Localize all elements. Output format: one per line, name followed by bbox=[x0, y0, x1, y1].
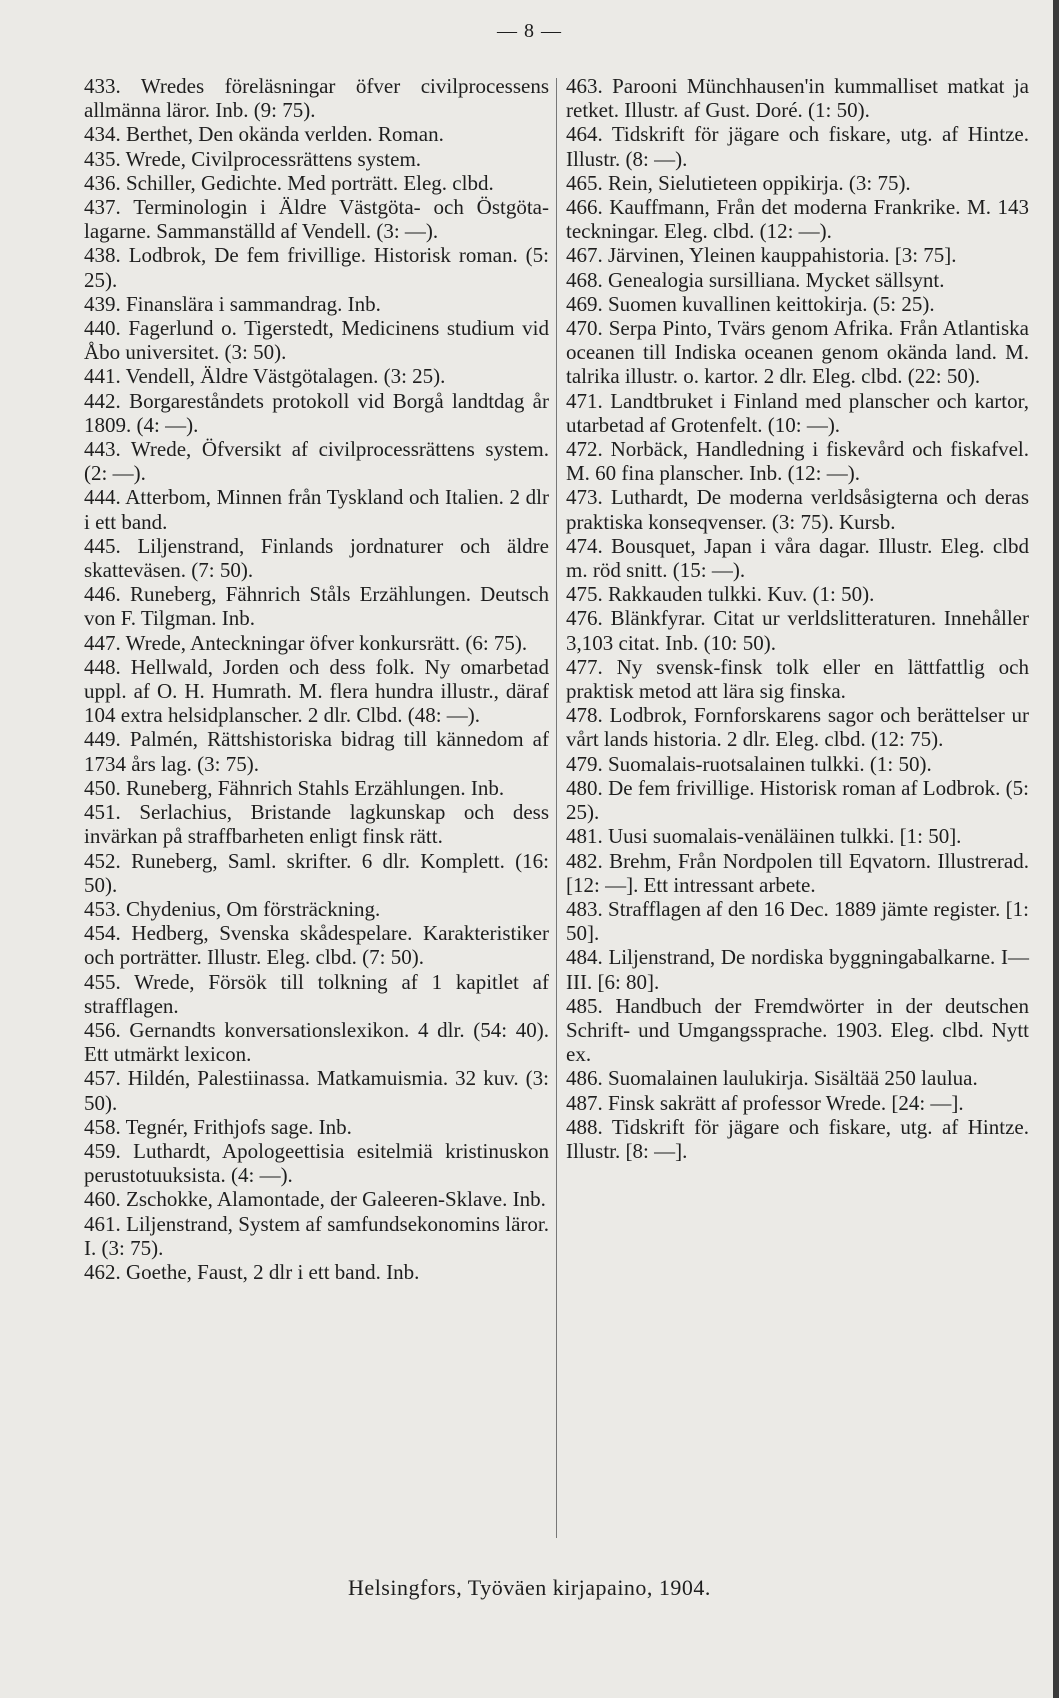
catalog-entry-text: 457. Hildén, Palestiinassa. Matkamuismia. 32 kuv. (3: 50). bbox=[84, 1066, 549, 1115]
catalog-entry bbox=[566, 752, 1029, 776]
catalog-entry-text: 473. Luthardt, De moderna verldsåsigterna och deras praktiska konseqvenser. (3: 75). Kursb. bbox=[566, 485, 1029, 534]
catalog-entry bbox=[84, 1115, 549, 1139]
catalog-entry bbox=[566, 171, 1029, 195]
catalog-entry-text: 442. Borgareståndets protokoll vid Borgå landtdag år 1809. (4: —). bbox=[84, 388, 549, 437]
catalog-entry bbox=[84, 849, 549, 897]
catalog-entry-text: 487. Finsk sakrätt af professor Wrede. [24: —]. bbox=[566, 1090, 964, 1115]
catalog-entry bbox=[566, 776, 1029, 824]
catalog-entry bbox=[84, 534, 549, 582]
catalog-entry bbox=[84, 1187, 549, 1211]
catalog-entry bbox=[84, 74, 549, 122]
catalog-entry bbox=[84, 316, 549, 364]
catalog-entry bbox=[84, 776, 549, 800]
printer-imprint: Helsingfors, Työväen kirjapaino, 1904. bbox=[348, 1575, 711, 1600]
catalog-entry-text: 477. Ny svensk-finsk tolk eller en lättfattlig och praktisk metod att lära sig finska. bbox=[566, 654, 1029, 704]
catalog-entry-text: 443. Wrede, Öfversikt af civilprocessrättens system. (2: —). bbox=[84, 437, 549, 486]
catalog-entry bbox=[84, 1066, 549, 1114]
catalog-entry-text: 434. Berthet, Den okända verlden. Roman. bbox=[84, 122, 444, 147]
catalog-entry-text: 435. Wrede, Civilprocessrättens system. bbox=[84, 146, 422, 171]
catalog-entry-text: 483. Strafflagen af den 16 Dec. 1889 jämte register. [1: 50]. bbox=[566, 896, 1029, 946]
catalog-entry bbox=[84, 1139, 549, 1187]
catalog-entry-text: 486. Suomalainen laulukirja. Sisältää 250 laulua. bbox=[566, 1066, 978, 1091]
catalog-entry bbox=[566, 1066, 1029, 1090]
catalog-entry bbox=[84, 970, 549, 1018]
catalog-entry bbox=[566, 122, 1029, 170]
catalog-entry-text: 479. Suomalais-ruotsalainen tulkki. (1: 50). bbox=[566, 751, 932, 776]
catalog-entry bbox=[566, 74, 1029, 122]
page-edge-shadow bbox=[1053, 0, 1059, 1698]
catalog-entry-text: 476. Blänkfyrar. Citat ur verldslitteraturen. Innehåller 3,103 citat. Inb. (10: 50). bbox=[566, 606, 1029, 655]
catalog-entry-text: 481. Uusi suomalais-venäläinen tulkki. [1: 50]. bbox=[566, 824, 962, 849]
catalog-entry-text: 445. Liljenstrand, Finlands jordnaturer och äldre skatteväsen. (7: 50). bbox=[84, 533, 549, 583]
catalog-entry-text: 458. Tegnér, Frithjofs sage. Inb. bbox=[84, 1114, 352, 1139]
catalog-entry bbox=[566, 897, 1029, 945]
catalog-entry-text: 480. De fem frivillige. Historisk roman af Lodbrok. (5: 25). bbox=[566, 775, 1029, 825]
catalog-entry-text: 484. Liljenstrand, De nordiska byggningabalkarne. I—III. [6: 80]. bbox=[566, 945, 1029, 994]
catalog-entry bbox=[84, 147, 549, 171]
catalog-entry bbox=[566, 268, 1029, 292]
catalog-entry-text: 446. Runeberg, Fähnrich Ståls Erzählungen. Deutsch von F. Tilgman. Inb. bbox=[84, 582, 549, 631]
catalog-entry bbox=[566, 437, 1029, 485]
catalog-entry-text: 463. Parooni Münchhausen'in kummalliset matkat ja retket. Illustr. af Gust. Doré. (1: 50). bbox=[566, 74, 1029, 123]
catalog-entry-text: 478. Lodbrok, Fornforskarens sagor och berättelser ur vårt lands historia. 2 dlr. Eleg. clbd. (12: 75). bbox=[566, 703, 1029, 752]
catalog-entry bbox=[566, 485, 1029, 533]
catalog-entry bbox=[566, 195, 1029, 243]
catalog-entry-text: 471. Landtbruket i Finland med planscher och kartor, utarbetad af Grotenfelt. (10: —). bbox=[566, 388, 1029, 437]
catalog-entry bbox=[566, 703, 1029, 751]
catalog-entry-text: 450. Runeberg, Fähnrich Stahls Erzählungen. Inb. bbox=[84, 775, 505, 800]
catalog-entry bbox=[84, 1260, 549, 1284]
catalog-entry bbox=[84, 921, 549, 969]
catalog-entry-text: 470. Serpa Pinto, Tvärs genom Afrika. Från Atlantiska oceanen till Indiska oceanen genom okända land. M. talrika illustr. o. kartor. 2 dlr. Eleg. clbd. (22: 50). bbox=[566, 316, 1029, 389]
catalog-entry bbox=[566, 316, 1029, 389]
catalog-entry-text: 449. Palmén, Rättshistoriska bidrag till kännedom af 1734 års lag. (3: 75). bbox=[84, 727, 549, 776]
catalog-entry-text: 454. Hedberg, Svenska skådespelare. Karakteristiker och porträtter. Illustr. Eleg. clbd. (7: 50). bbox=[84, 921, 549, 970]
column-divider bbox=[556, 78, 557, 1538]
catalog-entry-text: 452. Runeberg, Saml. skrifter. 6 dlr. Komplett. (16: 50). bbox=[84, 848, 549, 897]
catalog-entry bbox=[566, 1115, 1029, 1163]
catalog-entry bbox=[84, 389, 549, 437]
catalog-entry bbox=[84, 364, 549, 388]
catalog-entry bbox=[84, 437, 549, 485]
catalog-entry bbox=[84, 122, 549, 146]
catalog-entry-text: 462. Goethe, Faust, 2 dlr i ett band. Inb. bbox=[84, 1259, 420, 1284]
catalog-entry-text: 447. Wrede, Anteckningar öfver konkursrätt. (6: 75). bbox=[84, 630, 528, 655]
catalog-entry bbox=[566, 849, 1029, 897]
catalog-entry-text: 472. Norbäck, Handledning i fiskevård och fiskafvel. M. 60 fina planscher. Inb. (12: —). bbox=[566, 437, 1029, 486]
right-column bbox=[566, 74, 1029, 1163]
catalog-entry bbox=[566, 582, 1029, 606]
catalog-entry bbox=[566, 1091, 1029, 1115]
catalog-entry bbox=[566, 534, 1029, 582]
catalog-entry-text: 465. Rein, Sielutieteen oppikirja. (3: 75). bbox=[566, 170, 911, 195]
catalog-entry bbox=[84, 727, 549, 775]
catalog-entry bbox=[84, 485, 549, 533]
catalog-entry bbox=[566, 655, 1029, 703]
catalog-entry bbox=[84, 631, 549, 655]
catalog-entry-text: 455. Wrede, Försök till tolkning af 1 kapitlet af strafflagen. bbox=[84, 969, 549, 1018]
left-column bbox=[84, 74, 549, 1284]
catalog-entry bbox=[566, 824, 1029, 848]
catalog-entry-text: 475. Rakkauden tulkki. Kuv. (1: 50). bbox=[566, 582, 875, 607]
catalog-entry-text: 440. Fagerlund o. Tigerstedt, Medicinens studium vid Åbo universitet. (3: 50). bbox=[84, 316, 549, 365]
catalog-entry-text: 474. Bousquet, Japan i våra dagar. Illustr. Eleg. clbd m. röd snitt. (15: —). bbox=[566, 533, 1029, 583]
catalog-entry-text: 437. Terminologin i Äldre Västgöta- och Östgöta-lagarne. Sammanställd af Vendell. (3: —). bbox=[84, 195, 549, 244]
catalog-entry-text: 466. Kauffmann, Från det moderna Frankrike. M. 143 teckningar. Eleg. clbd. (12: —). bbox=[566, 195, 1029, 244]
catalog-entry-text: 467. Järvinen, Yleinen kauppahistoria. [3: 75]. bbox=[566, 243, 957, 268]
catalog-entry bbox=[84, 243, 549, 291]
catalog-entry bbox=[566, 292, 1029, 316]
catalog-entry bbox=[84, 582, 549, 630]
page-number: — 8 — bbox=[497, 20, 562, 42]
catalog-entry bbox=[84, 655, 549, 728]
catalog-entry bbox=[84, 800, 549, 848]
catalog-entry-text: 439. Finanslära i sammandrag. Inb. bbox=[84, 291, 381, 316]
catalog-entry bbox=[566, 945, 1029, 993]
catalog-entry-text: 438. Lodbrok, De fem frivillige. Historisk roman. (5: 25). bbox=[84, 243, 549, 292]
catalog-entry bbox=[84, 195, 549, 243]
catalog-entry-text: 464. Tidskrift för jägare och fiskare, utg. af Hintze. Illustr. (8: —). bbox=[566, 122, 1029, 171]
catalog-entry bbox=[84, 1018, 549, 1066]
catalog-entry bbox=[84, 171, 549, 195]
catalog-entry bbox=[84, 292, 549, 316]
catalog-entry bbox=[566, 389, 1029, 437]
catalog-entry-text: 469. Suomen kuvallinen keittokirja. (5: 25). bbox=[566, 291, 935, 316]
catalog-entry-text: 468. Genealogia sursilliana. Mycket sällsynt. bbox=[566, 267, 945, 292]
catalog-entry-text: 451. Serlachius, Bristande lagkunskap och dess invärkan på straffbarheten enligt finsk rätt. bbox=[84, 800, 549, 849]
catalog-entry bbox=[566, 243, 1029, 267]
catalog-entry-text: 461. Liljenstrand, System af samfundsekonomins läror. I. (3: 75). bbox=[84, 1211, 549, 1260]
catalog-entry-text: 433. Wredes föreläsningar öfver civilprocessens allmänna läror. Inb. (9: 75). bbox=[84, 74, 549, 123]
catalog-entry-text: 456. Gernandts konversationslexikon. 4 dlr. (54: 40). Ett utmärkt lexicon. bbox=[84, 1017, 549, 1067]
catalog-entry-text: 485. Handbuch der Fremdwörter in der deutschen Schrift- und Umgangssprache. 1903. Eleg. clbd. Nytt ex. bbox=[566, 993, 1029, 1067]
catalog-entry-text: 459. Luthardt, Apologeettisia esitelmiä kristinuskon perustotuuksista. (4: —). bbox=[84, 1138, 549, 1188]
catalog-entry-text: 460. Zschokke, Alamontade, der Galeeren-Sklave. Inb. bbox=[84, 1187, 546, 1212]
catalog-entry-text: 448. Hellwald, Jorden och dess folk. Ny omarbetad uppl. af O. H. Humrath. M. flera hundra illustr., däraf 104 extra helsidplanscher. 2 dlr. Clbd. (48: —). bbox=[84, 654, 549, 728]
catalog-entry-text: 482. Brehm, Från Nordpolen till Eqvatorn. Illustrerad. [12: —]. Ett intressant arbete. bbox=[566, 848, 1029, 897]
catalog-entry-text: 488. Tidskrift för jägare och fiskare, utg. af Hintze. Illustr. [8: —]. bbox=[566, 1114, 1029, 1163]
catalog-entry-text: 436. Schiller, Gedichte. Med porträtt. Eleg. clbd. bbox=[84, 170, 494, 195]
catalog-entry-text: 444. Atterbom, Minnen från Tyskland och Italien. 2 dlr i ett band. bbox=[84, 485, 549, 534]
catalog-entry bbox=[566, 994, 1029, 1067]
catalog-entry-text: 453. Chydenius, Om försträckning. bbox=[84, 896, 381, 921]
catalog-entry-text: 441. Vendell, Äldre Västgötalagen. (3: 25). bbox=[84, 364, 446, 389]
catalog-entry bbox=[84, 897, 549, 921]
catalog-entry bbox=[566, 606, 1029, 654]
catalog-entry bbox=[84, 1212, 549, 1260]
